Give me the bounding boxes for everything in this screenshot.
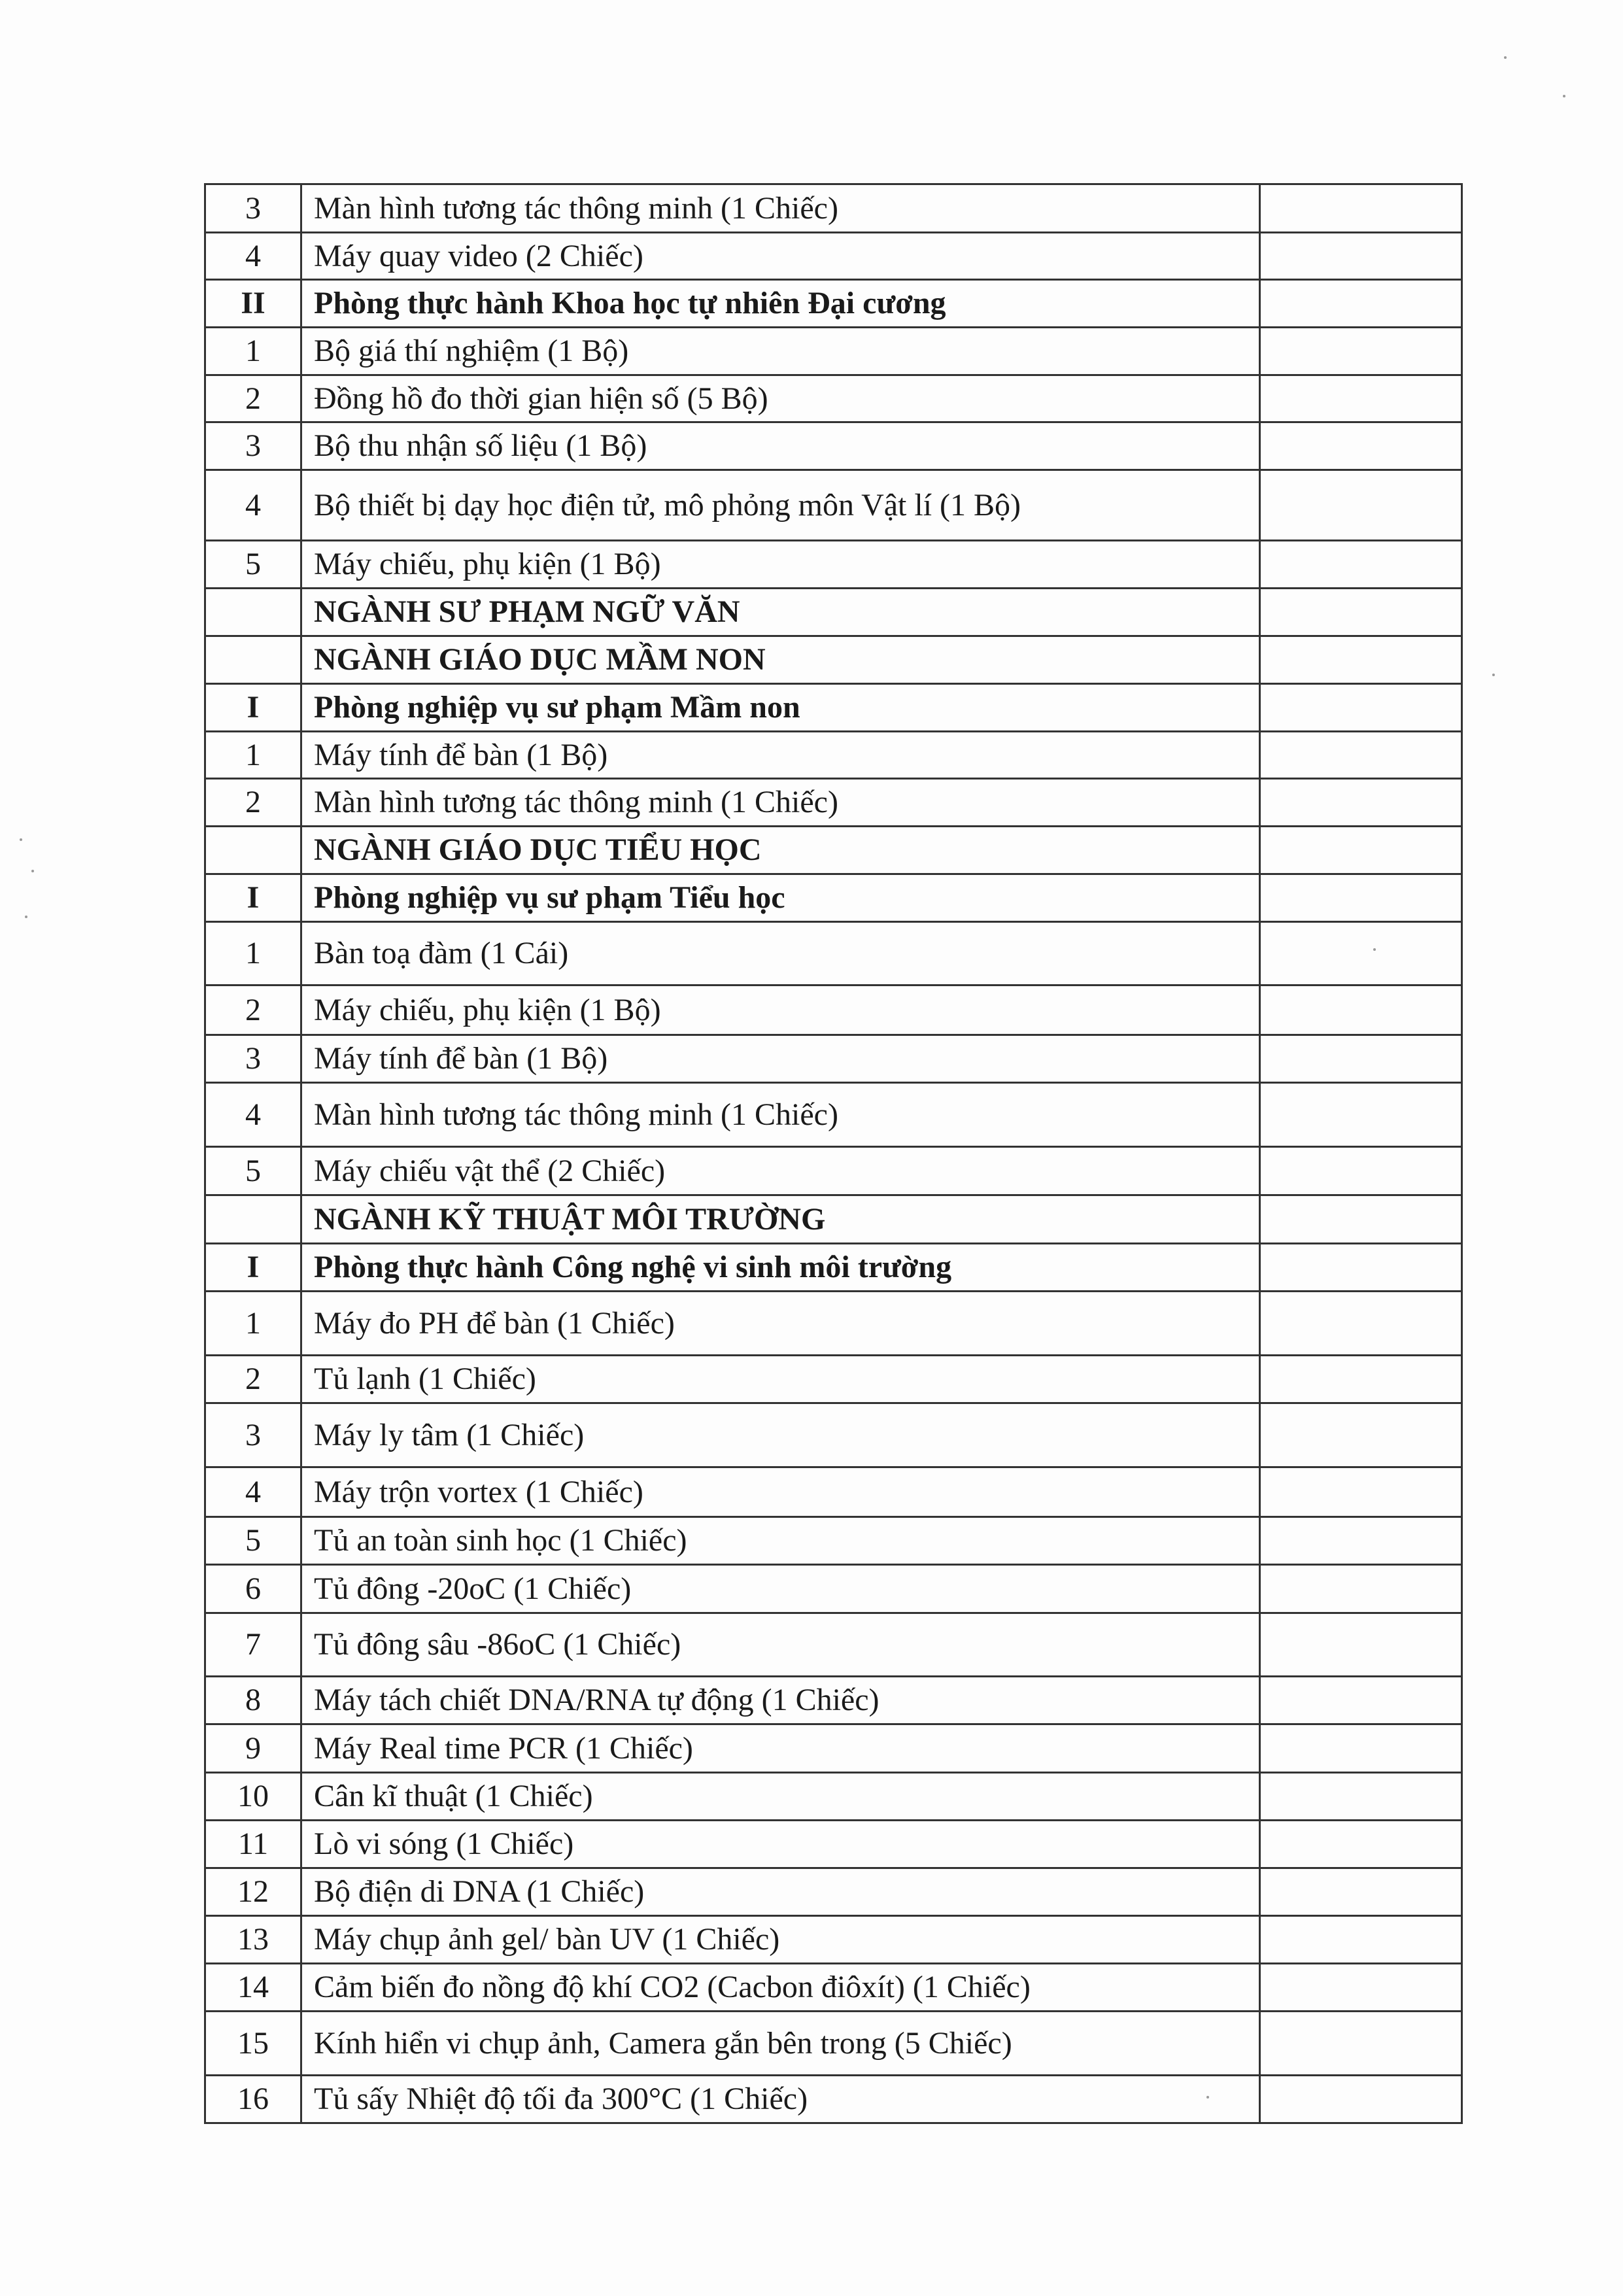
table-row bbox=[205, 1195, 1462, 1244]
row-empty-cell bbox=[1260, 541, 1462, 589]
row-number: 12 bbox=[205, 1868, 301, 1916]
equipment-table bbox=[204, 183, 1463, 2124]
row-description: Màn hình tương tác thông minh (1 Chiếc) bbox=[301, 1083, 1260, 1147]
table-row bbox=[205, 1147, 1462, 1195]
row-empty-cell bbox=[1260, 1517, 1462, 1565]
row-description: Phòng thực hành Khoa học tự nhiên Đại cương bbox=[301, 280, 1260, 328]
table-row bbox=[205, 1292, 1462, 1356]
table-row bbox=[205, 779, 1462, 827]
row-number: 3 bbox=[205, 422, 301, 470]
row-number: I bbox=[205, 874, 301, 922]
row-description: Máy Real time PCR (1 Chiếc) bbox=[301, 1724, 1260, 1773]
row-number: 4 bbox=[205, 470, 301, 541]
equipment-table-body bbox=[205, 184, 1462, 2123]
row-empty-cell bbox=[1260, 1677, 1462, 1724]
table-row bbox=[205, 1916, 1462, 1964]
row-number: 15 bbox=[205, 2012, 301, 2076]
row-empty-cell bbox=[1260, 184, 1462, 233]
row-empty-cell bbox=[1260, 233, 1462, 280]
row-empty-cell bbox=[1260, 1916, 1462, 1964]
table-row bbox=[205, 328, 1462, 375]
row-empty-cell bbox=[1260, 1964, 1462, 2012]
table-row bbox=[205, 1403, 1462, 1467]
row-description: Tủ đông sâu -86oC (1 Chiếc) bbox=[301, 1613, 1260, 1677]
table-row bbox=[205, 1565, 1462, 1613]
table-row bbox=[205, 1868, 1462, 1916]
row-description: Bộ điện di DNA (1 Chiếc) bbox=[301, 1868, 1260, 1916]
table-row bbox=[205, 589, 1462, 636]
row-description: Cảm biến đo nồng độ khí CO2 (Cacbon điôxít) (1 Chiếc) bbox=[301, 1964, 1260, 2012]
row-empty-cell bbox=[1260, 1613, 1462, 1677]
row-description: Phòng thực hành Công nghệ vi sinh môi trường bbox=[301, 1244, 1260, 1292]
row-empty-cell bbox=[1260, 874, 1462, 922]
table-row bbox=[205, 1517, 1462, 1565]
row-description: Máy chiếu vật thể (2 Chiếc) bbox=[301, 1147, 1260, 1195]
table-row bbox=[205, 874, 1462, 922]
row-empty-cell bbox=[1260, 422, 1462, 470]
row-description: NGÀNH GIÁO DỤC TIỂU HỌC bbox=[301, 827, 1260, 874]
table-row bbox=[205, 985, 1462, 1035]
row-empty-cell bbox=[1260, 1083, 1462, 1147]
row-number: I bbox=[205, 1244, 301, 1292]
table-row bbox=[205, 684, 1462, 732]
row-number: 2 bbox=[205, 1356, 301, 1403]
row-number: 9 bbox=[205, 1724, 301, 1773]
table-row bbox=[205, 922, 1462, 985]
row-description: Máy tính để bàn (1 Bộ) bbox=[301, 732, 1260, 779]
row-empty-cell bbox=[1260, 1147, 1462, 1195]
row-empty-cell bbox=[1260, 1467, 1462, 1517]
row-empty-cell bbox=[1260, 985, 1462, 1035]
row-empty-cell bbox=[1260, 1195, 1462, 1244]
row-empty-cell bbox=[1260, 2012, 1462, 2076]
row-empty-cell bbox=[1260, 1403, 1462, 1467]
row-number bbox=[205, 589, 301, 636]
table-row bbox=[205, 280, 1462, 328]
row-number: 13 bbox=[205, 1916, 301, 1964]
row-empty-cell bbox=[1260, 2076, 1462, 2123]
table-row bbox=[205, 732, 1462, 779]
row-empty-cell bbox=[1260, 827, 1462, 874]
row-description: Máy chụp ảnh gel/ bàn UV (1 Chiếc) bbox=[301, 1916, 1260, 1964]
table-row bbox=[205, 1356, 1462, 1403]
row-number: 4 bbox=[205, 1083, 301, 1147]
row-number: I bbox=[205, 684, 301, 732]
row-empty-cell bbox=[1260, 1724, 1462, 1773]
row-description: Màn hình tương tác thông minh (1 Chiếc) bbox=[301, 779, 1260, 827]
table-row bbox=[205, 1613, 1462, 1677]
row-description: Bộ giá thí nghiệm (1 Bộ) bbox=[301, 328, 1260, 375]
row-empty-cell bbox=[1260, 1356, 1462, 1403]
row-number: 7 bbox=[205, 1613, 301, 1677]
row-description: Máy tách chiết DNA/RNA tự động (1 Chiếc) bbox=[301, 1677, 1260, 1724]
row-empty-cell bbox=[1260, 375, 1462, 422]
row-description: Phòng nghiệp vụ sư phạm Tiểu học bbox=[301, 874, 1260, 922]
row-number: 8 bbox=[205, 1677, 301, 1724]
row-number: 5 bbox=[205, 1147, 301, 1195]
row-number: 3 bbox=[205, 184, 301, 233]
row-number bbox=[205, 827, 301, 874]
table-row bbox=[205, 1964, 1462, 2012]
table-row bbox=[205, 1773, 1462, 1821]
row-number bbox=[205, 1195, 301, 1244]
row-empty-cell bbox=[1260, 1292, 1462, 1356]
table-row bbox=[205, 1821, 1462, 1868]
row-description: NGÀNH SƯ PHẠM NGỮ VĂN bbox=[301, 589, 1260, 636]
table-row bbox=[205, 375, 1462, 422]
row-number: 4 bbox=[205, 1467, 301, 1517]
row-description: Tủ sấy Nhiệt độ tối đa 300°C (1 Chiếc) bbox=[301, 2076, 1260, 2123]
row-empty-cell bbox=[1260, 1821, 1462, 1868]
row-number: 5 bbox=[205, 541, 301, 589]
row-number: 11 bbox=[205, 1821, 301, 1868]
row-empty-cell bbox=[1260, 1868, 1462, 1916]
row-number bbox=[205, 636, 301, 684]
table-row bbox=[205, 422, 1462, 470]
row-number: 14 bbox=[205, 1964, 301, 2012]
table-row bbox=[205, 2012, 1462, 2076]
row-empty-cell bbox=[1260, 732, 1462, 779]
row-number: 2 bbox=[205, 779, 301, 827]
row-number: 10 bbox=[205, 1773, 301, 1821]
table-row bbox=[205, 1244, 1462, 1292]
row-number: 3 bbox=[205, 1403, 301, 1467]
row-empty-cell bbox=[1260, 1773, 1462, 1821]
table-row bbox=[205, 1035, 1462, 1083]
row-description: Màn hình tương tác thông minh (1 Chiếc) bbox=[301, 184, 1260, 233]
row-empty-cell bbox=[1260, 1244, 1462, 1292]
row-description: Máy chiếu, phụ kiện (1 Bộ) bbox=[301, 985, 1260, 1035]
table-row bbox=[205, 636, 1462, 684]
row-description: Bộ thiết bị dạy học điện tử, mô phỏng môn Vật lí (1 Bộ) bbox=[301, 470, 1260, 541]
row-description: Máy tính để bàn (1 Bộ) bbox=[301, 1035, 1260, 1083]
row-description: NGÀNH GIÁO DỤC MẦM NON bbox=[301, 636, 1260, 684]
row-empty-cell bbox=[1260, 779, 1462, 827]
row-description: Bộ thu nhận số liệu (1 Bộ) bbox=[301, 422, 1260, 470]
row-number: 1 bbox=[205, 922, 301, 985]
row-description: NGÀNH KỸ THUẬT MÔI TRƯỜNG bbox=[301, 1195, 1260, 1244]
table-row bbox=[205, 2076, 1462, 2123]
row-number: 6 bbox=[205, 1565, 301, 1613]
row-description: Máy quay video (2 Chiếc) bbox=[301, 233, 1260, 280]
row-description: Máy đo PH để bàn (1 Chiếc) bbox=[301, 1292, 1260, 1356]
table-row bbox=[205, 1677, 1462, 1724]
table-row bbox=[205, 827, 1462, 874]
table-row bbox=[205, 1083, 1462, 1147]
row-number: 1 bbox=[205, 732, 301, 779]
table-row bbox=[205, 541, 1462, 589]
row-number: 2 bbox=[205, 375, 301, 422]
row-number: 3 bbox=[205, 1035, 301, 1083]
row-description: Tủ lạnh (1 Chiếc) bbox=[301, 1356, 1260, 1403]
table-row bbox=[205, 470, 1462, 541]
row-description: Máy chiếu, phụ kiện (1 Bộ) bbox=[301, 541, 1260, 589]
row-empty-cell bbox=[1260, 280, 1462, 328]
row-number: 5 bbox=[205, 1517, 301, 1565]
row-number: 2 bbox=[205, 985, 301, 1035]
row-empty-cell bbox=[1260, 684, 1462, 732]
table-row bbox=[205, 1724, 1462, 1773]
table-row bbox=[205, 184, 1462, 233]
row-description: Lò vi sóng (1 Chiếc) bbox=[301, 1821, 1260, 1868]
row-description: Tủ an toàn sinh học (1 Chiếc) bbox=[301, 1517, 1260, 1565]
row-description: Máy ly tâm (1 Chiếc) bbox=[301, 1403, 1260, 1467]
row-description: Máy trộn vortex (1 Chiếc) bbox=[301, 1467, 1260, 1517]
table-row bbox=[205, 1467, 1462, 1517]
table-row bbox=[205, 233, 1462, 280]
row-empty-cell bbox=[1260, 1035, 1462, 1083]
row-number: 16 bbox=[205, 2076, 301, 2123]
row-description: Cân kĩ thuật (1 Chiếc) bbox=[301, 1773, 1260, 1821]
row-number: 1 bbox=[205, 328, 301, 375]
row-description: Đồng hồ đo thời gian hiện số (5 Bộ) bbox=[301, 375, 1260, 422]
row-empty-cell bbox=[1260, 589, 1462, 636]
row-empty-cell bbox=[1260, 470, 1462, 541]
row-description: Bàn toạ đàm (1 Cái) bbox=[301, 922, 1260, 985]
row-description: Phòng nghiệp vụ sư phạm Mầm non bbox=[301, 684, 1260, 732]
row-number: II bbox=[205, 280, 301, 328]
row-empty-cell bbox=[1260, 636, 1462, 684]
row-empty-cell bbox=[1260, 1565, 1462, 1613]
row-description: Kính hiển vi chụp ảnh, Camera gắn bên trong (5 Chiếc) bbox=[301, 2012, 1260, 2076]
row-number: 4 bbox=[205, 233, 301, 280]
row-number: 1 bbox=[205, 1292, 301, 1356]
row-empty-cell bbox=[1260, 328, 1462, 375]
row-description: Tủ đông -20oC (1 Chiếc) bbox=[301, 1565, 1260, 1613]
row-empty-cell bbox=[1260, 922, 1462, 985]
